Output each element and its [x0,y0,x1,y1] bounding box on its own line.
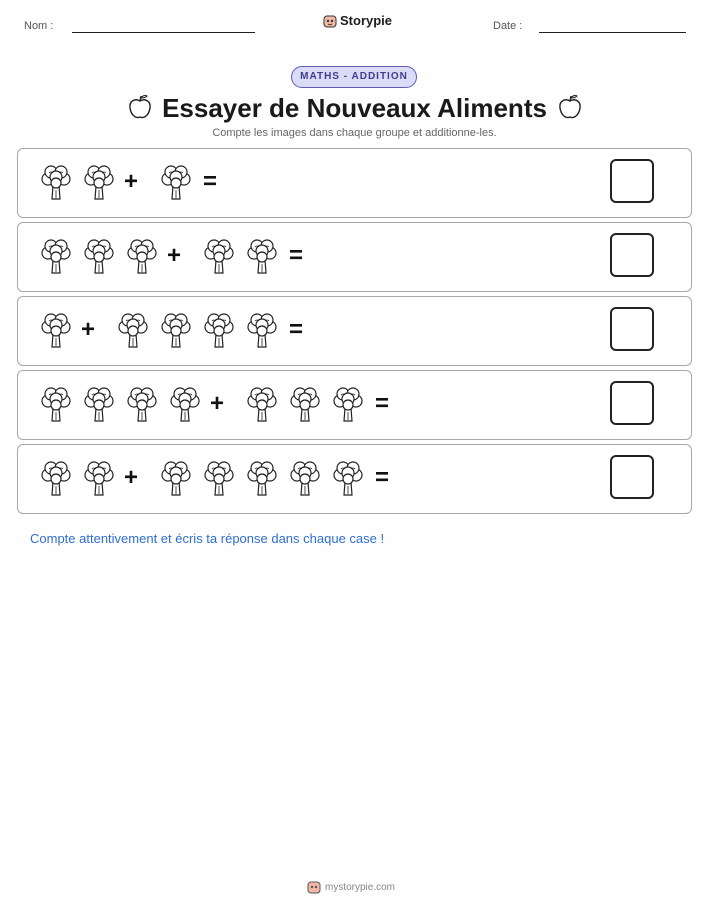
broccoli-icon [287,458,323,498]
broccoli-icon [158,310,194,350]
page-subtitle: Compte les images dans chaque groupe et additionne-les. [212,127,497,139]
broccoli-icon [115,310,151,350]
broccoli-icon [244,236,280,276]
problem-row [17,444,692,514]
answer-box[interactable] [610,233,654,277]
broccoli-icon [124,384,160,424]
brand-name: Storypie [340,13,393,28]
answer-box[interactable] [610,307,654,351]
storypie-mascot-icon [307,880,321,894]
problem-row [17,296,692,366]
page-title: Essayer de Nouveaux Aliments [162,93,547,123]
broccoli-icon [81,458,117,498]
broccoli-icon [158,458,194,498]
plus-sign: + [124,168,139,195]
broccoli-icon [81,236,117,276]
equals-sign: = [289,242,304,269]
broccoli-icon [38,384,74,424]
storypie-mascot-icon [323,14,337,28]
broccoli-icon [201,310,237,350]
problem-row [17,222,692,292]
broccoli-icon [38,236,74,276]
plus-sign: + [167,242,182,269]
broccoli-icon [201,236,237,276]
broccoli-icon [38,458,74,498]
broccoli-icon [158,162,194,202]
date-line[interactable] [539,32,686,33]
answer-box[interactable] [610,455,654,499]
equals-sign: = [375,390,390,417]
name-label: Nom : [24,20,54,32]
problem-row [17,370,692,440]
broccoli-icon [81,384,117,424]
footer-url: mystorypie.com [325,881,396,893]
broccoli-icon [244,310,280,350]
broccoli-icon [167,384,203,424]
problem-row [17,148,692,218]
broccoli-icon [287,384,323,424]
name-line[interactable] [72,32,255,33]
broccoli-icon [330,384,366,424]
answer-box[interactable] [610,381,654,425]
subject-badge: MATHS - ADDITION [291,66,417,88]
instruction-text: Compte attentivement et écris ta réponse dans chaque case ! [30,531,385,546]
equals-sign: = [289,316,304,343]
answer-box[interactable] [610,159,654,203]
broccoli-icon [244,384,280,424]
date-label: Date : [493,20,523,32]
broccoli-icon [244,458,280,498]
footer [307,880,395,894]
plus-sign: + [81,316,96,343]
apple-icon [557,93,583,121]
broccoli-icon [38,310,74,350]
broccoli-icon [81,162,117,202]
equals-sign: = [375,464,390,491]
plus-sign: + [124,464,139,491]
broccoli-icon [201,458,237,498]
broccoli-icon [124,236,160,276]
plus-sign: + [210,390,225,417]
brand-logo [323,13,392,28]
broccoli-icon [38,162,74,202]
equals-sign: = [203,168,218,195]
broccoli-icon [330,458,366,498]
